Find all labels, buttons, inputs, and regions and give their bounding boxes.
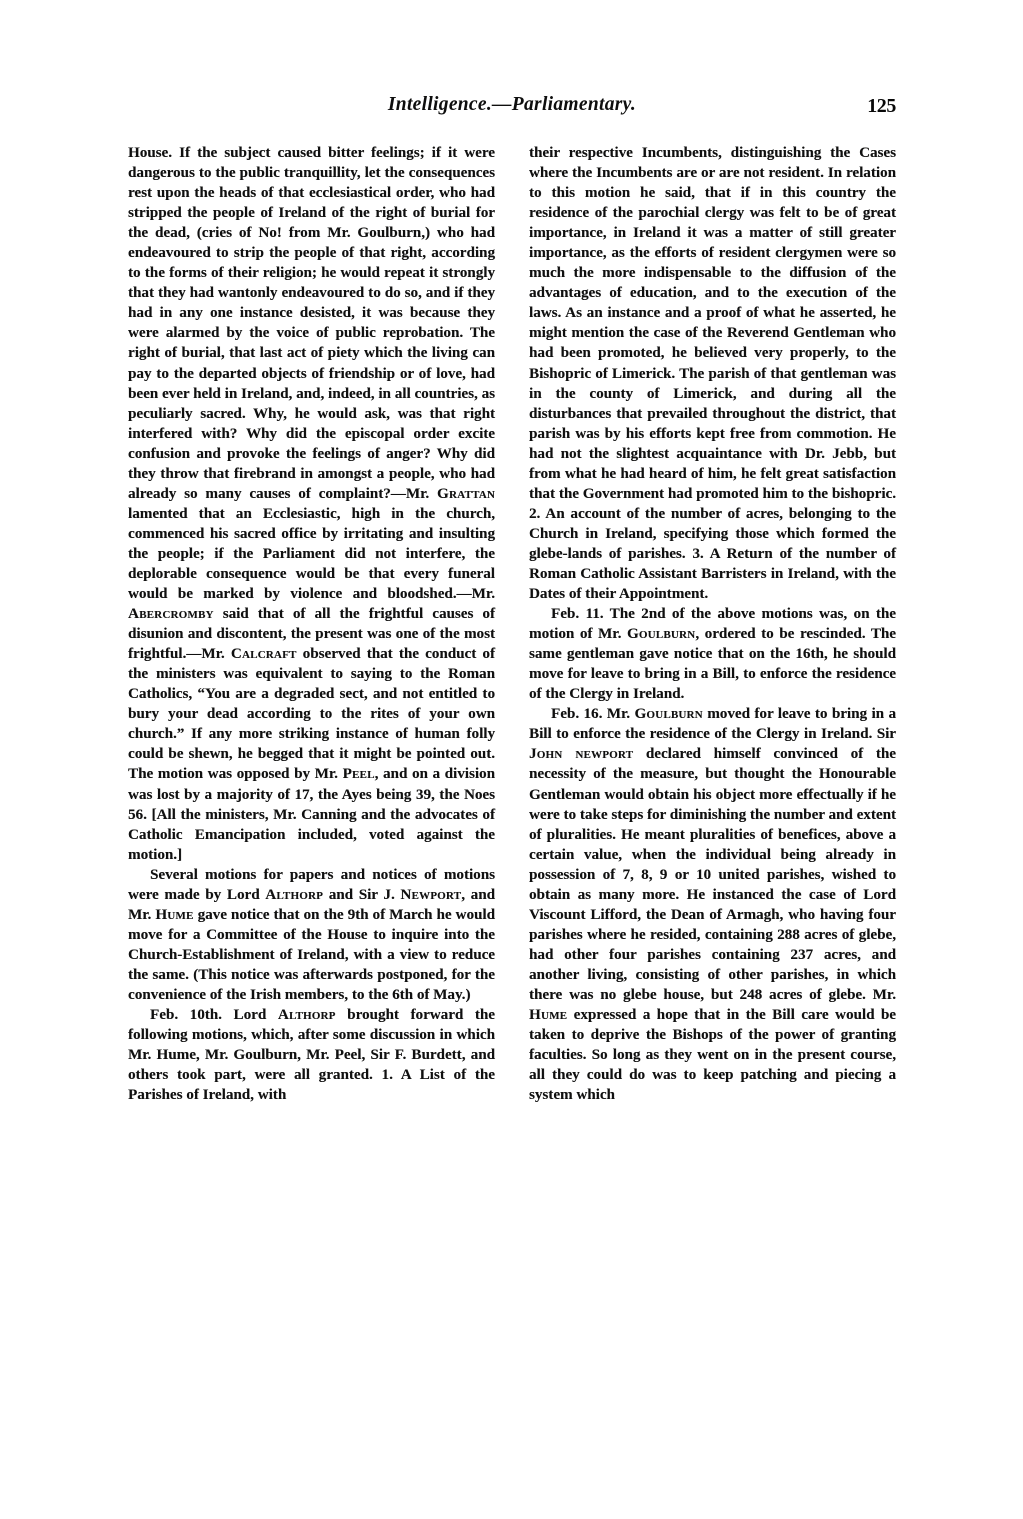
paragraph: Feb. 11. The 2nd of the above motions was, on the motion of Mr. Goulburn, ordered to be rescinded. The same gentleman gave notice that on the 16th, he should move for leave to bring in a Bill, to enforce the residence of the Clergy in Ireland.: [529, 606, 896, 703]
proper-name-smallcaps: Goulburn: [634, 706, 703, 723]
proper-name-smallcaps: Calcraft: [230, 646, 297, 663]
proper-name-smallcaps: Abercromby: [128, 606, 214, 623]
page-title: Intelligence.—Parliamentary.: [387, 94, 637, 115]
right-text-column: [529, 143, 896, 1443]
proper-name-smallcaps: Hume: [155, 906, 194, 923]
proper-name-smallcaps: Hume: [529, 1007, 568, 1024]
proper-name-smallcaps: Grattan: [437, 485, 495, 502]
proper-name-smallcaps: Peel: [342, 766, 375, 783]
paragraph: their respective Incumbents, distinguishing the Cases where the Incumbents are or are not resident. In relation to this motion he said, that if in this country the residence of the parochial clergy was felt to be of great importance, in Ireland it was a matter of still greater importance, as the efforts of resident clergymen were so much the more indispensable to the diffusion of the advantages of education, and to the execution of the laws. As an instance and a proof of what he asserted, he might mention the case of the Reverend Gentleman who had been promoted, he believed very properly, to the Bishopric of Limerick. The parish of that gentleman was in the county of Limerick, and during all the disturbances that prevailed throughout the district, that parish was by his efforts kept free from commotion. He had not the slightest acquaintance with Dr. Jebb, but from what he had heard of him, he felt great satisfaction that the Government had promoted him to the bishopric. 2. An account of the number of acres, belonging to the Church in Ireland, specifying those which formed the glebe-lands of parishes. 3. A Return of the number of Roman Catholic Assistant Barristers in Ireland, with the Dates of their Appointment.: [529, 145, 896, 603]
proper-name-smallcaps: Althorp: [265, 886, 324, 903]
proper-name-smallcaps: Goulburn: [626, 626, 696, 643]
page-number: 125: [867, 95, 896, 117]
proper-name-smallcaps: John newport: [529, 746, 634, 763]
proper-name-smallcaps: Althorp: [277, 1007, 336, 1024]
proper-name-smallcaps: Newport: [400, 886, 462, 903]
paragraph: Feb. 10th. Lord Althorp brought forward the following motions, which, after some discussion in which Mr. Hume, Mr. Goulburn, Mr. Peel, Sir F. Burdett, and others took part, were all granted. 1. A List of the Parishes of Ireland, with: [128, 1007, 496, 1104]
paragraph: Feb. 16. Mr. Goulburn moved for leave to bring in a Bill to enforce the residence of the Clergy in Ireland. Sir John newport declared himself convinced of the necessity of the measure, but thought the Honourable Gentleman would obtain his object more effectually if he were to take steps for diminishing the number and extent of pluralities. He meant pluralities of benefices, above a certain value, when the individual being already in possession of 7, 8, 9 or 10 united parishes, wished to obtain as many more. He instanced the case of Lord Viscount Lifford, the Dean of Armagh, who having four parishes where he resided, containing 288 acres of glebe, had other four parishes containing 237 acres, and another living, consisting of other parishes, in which there was no glebe house, but 248 acres of glebe. Mr. Hume expressed a hope that in the Bill care would be taken to deprive the Bishops of the power of granting faculties. So long as they went on in the present course, all they could do was to keep patching and piecing a system which: [529, 706, 896, 1104]
paragraph: House. If the subject caused bitter feelings; if it were dangerous to the public tranquillity, let the consequences rest upon the heads of that ecclesiastical order, who had stripped the people of Ireland of the right of burial for the dead, (cries of No! from Mr. Goulburn,) who had endeavoured to strip the people of that right, according to the forms of their religion; he would repeat it strongly that they had wantonly endeavoured to do so, and if they had in any one instance desisted, it was because they were alarmed by the voice of public reprobation. The right of burial, that last act of piety which the living can pay to the departed objects of friendship or of love, had been ever held in Ireland, and, indeed, in all countries, as peculiarly sacred. Why, he would ask, was that right interfered with? Why did the episcopal order excite confusion and provoke the feelings of anger? Why did they throw that firebrand in amongst a people, who had already so many causes of complaint?—Mr. Grattan lamented that an Ecclesiastic, high in the church, commenced his sacred office by irritating and insulting the people; if the Parliament did not interfere, the deplorable consequence would be that every funeral would be marked by violence and bloodshed.—Mr. Abercromby said that of all the frightful causes of disunion and discontent, the present was one of the most frightful.—Mr. Calcraft observed that the conduct of the ministers was equivalent to saying to the Roman Catholics, “You are a degraded sect, and not entitled to bury your dead according to the rites of your own church.” If any more striking instance of human folly could be shewn, he begged that it might be pointed out. The motion was opposed by Mr. Peel, and on a division was lost by a majority of 17, the Ayes being 39, the Noes 56. [All the ministers, Mr. Canning and the advocates of Catholic Emancipation included, voted against the motion.]: [128, 145, 496, 863]
left-text-column: [128, 143, 495, 1443]
running-head: [128, 94, 896, 128]
paragraph: Several motions for papers and notices of motions were made by Lord Althorp and Sir J. Newport, and Mr. Hume gave notice that on the 9th of March he would move for a Committee of the House to inquire into the Church-Establishment of Ireland, with a view to reduce the same. (This notice was afterwards postponed, for the convenience of the Irish members, to the 6th of May.): [128, 866, 496, 1003]
body-columns: [128, 143, 896, 1443]
